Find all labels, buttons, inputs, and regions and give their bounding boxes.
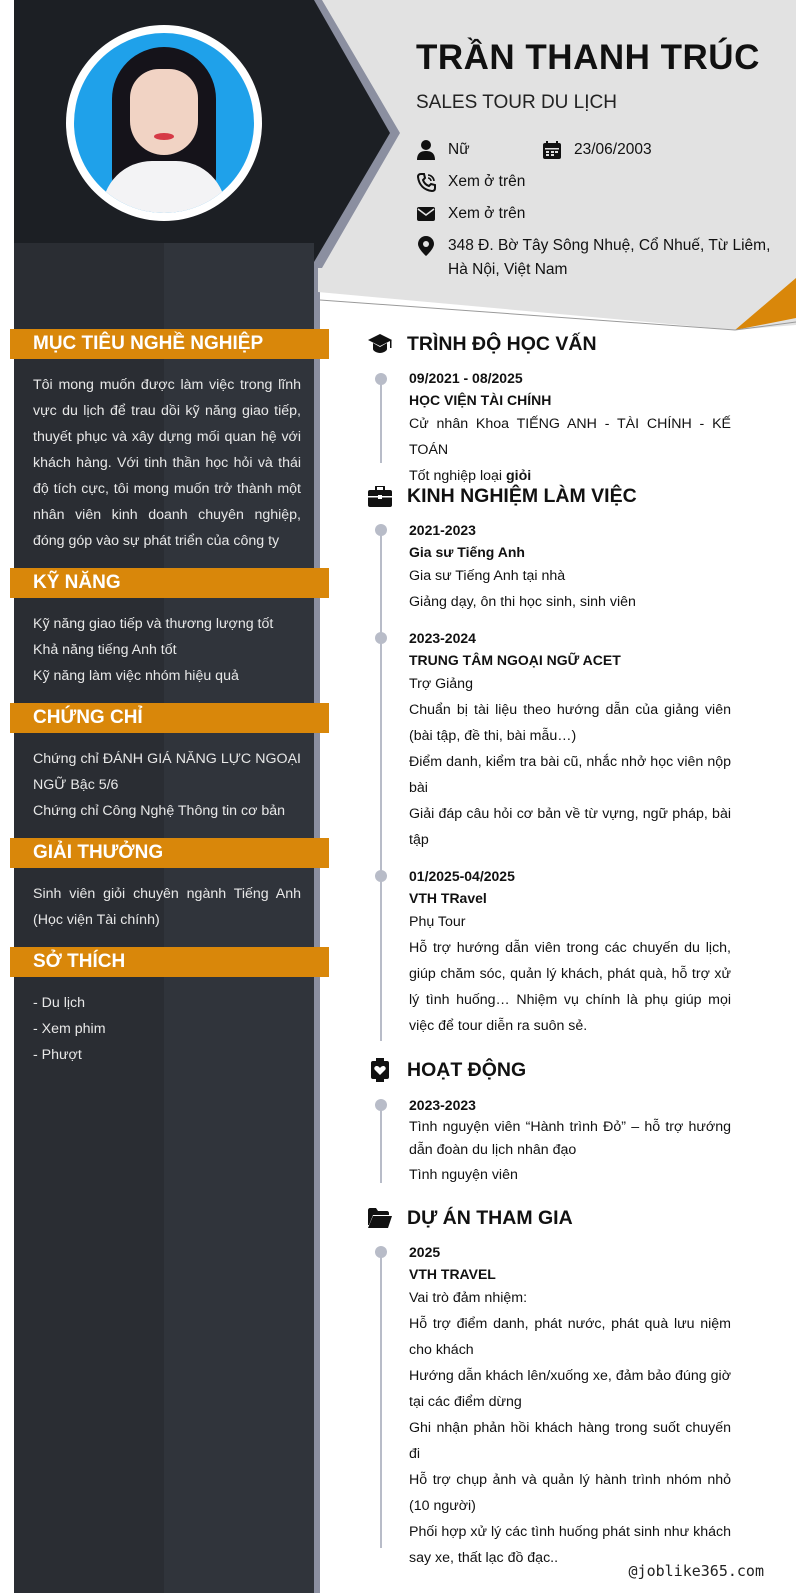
gender-row [416,140,470,160]
entry-line: Cử nhân Khoa TIẾNG ANH - TÀI CHÍNH - KẾ TOÁN [409,416,731,458]
location-pin-icon [416,236,436,256]
education-entry [409,367,731,489]
footer-watermark: @joblike365.com [628,1562,764,1580]
grade-prefix: Tốt nghiệp loại [409,468,507,484]
entry-org: VTH TRavel [409,890,487,906]
entry-line: Giảng dạy, ôn thi học sinh, sinh viên [409,594,636,610]
entry-line: Tình nguyện viên [409,1167,518,1183]
entry-date: 01/2025-04/2025 [409,868,515,884]
entry-line: Điểm danh, kiểm tra bài cũ, nhắc nhở học viên nộp bài [409,754,731,796]
objective-text: Tôi mong muốn được làm việc trong lĩnh vực du lịch để trau dồi kỹ năng giao tiếp, thuyết phục và xây dựng mối quan hệ với khách hàng. Với tinh thần học hỏi và thái độ tích cực, tôi mong muốn trở thành một nhân viên kinh doanh chuyên nghiệp, đóng góp vào sự phát triển của công ty [33,377,301,549]
grade-value: giỏi [506,468,532,484]
timeline-dot [375,870,387,882]
phone-icon [416,172,436,192]
skills-list [33,611,301,689]
entry-line: Giải đáp câu hỏi cơ bản về từ vựng, ngữ pháp, bài tập [409,806,731,848]
entry-line: Chuẩn bị tài liệu theo hướng dẫn của giảng viên (bài tập, đề thi, bài mẫu…) [409,702,731,744]
graduation-cap-icon [368,332,392,356]
entry-date: 2021-2023 [409,522,476,538]
briefcase-icon [368,484,392,508]
timeline-dot [375,1246,387,1258]
education-heading [368,332,597,356]
left-divider-strip [314,264,320,1593]
experience-entry [409,865,731,1039]
avatar [66,25,262,221]
entry-org: TRUNG TÂM NGOẠI NGỮ ACET [409,652,621,668]
activity-entry [409,1094,731,1188]
entry-org: Gia sư Tiếng Anh [409,544,525,560]
birthdate-value: 23/06/2003 [574,141,652,158]
experience-entry [409,627,731,853]
profile-photo [74,33,254,213]
certificates-list [33,746,301,824]
award-item: Sinh viên giỏi chuyên ngành Tiếng Anh (Học viện Tài chính) [33,886,301,928]
entry-line: Hỗ trợ hướng dẫn viên trong các chuyến du lịch, giúp chăm sóc, quản lý khách, phát quà, hỗ trợ xử lý tình huống… Nhiệm vụ chính là phụ giúp mọi việc để tour diễn ra suôn sẻ. [409,940,731,1034]
objective-heading: MỤC TIÊU NGHỀ NGHIỆP [10,329,329,359]
awards-heading: GIẢI THƯỞNG [10,838,329,868]
timeline-dot [375,632,387,644]
entry-date: 2023-2024 [409,630,476,646]
certificate-item: Chứng chỉ Công Nghệ Thông tin cơ bản [33,803,286,819]
awards-list [33,881,301,933]
birthdate-row [542,140,652,160]
entry-org: VTH TRAVEL [409,1266,496,1282]
folder-open-icon [368,1206,392,1230]
hobbies-heading: SỞ THÍCH [10,947,329,977]
entry-date: 2025 [409,1244,441,1260]
job-title: SALES TOUR DU LỊCH [416,92,617,113]
experience-heading [368,484,637,508]
entry-line: Vai trò đảm nhiệm: [409,1290,528,1306]
experience-timeline [380,529,382,1041]
entry-date: 2023-2023 [409,1097,476,1113]
projects-timeline [380,1250,382,1548]
hobby-item: - Du lịch [33,995,86,1011]
phone-row [416,172,525,192]
timeline-dot [375,373,387,385]
email-row [416,204,525,224]
hobbies-list [33,990,301,1068]
candidate-name: TRẦN THANH TRÚC [416,38,760,77]
skill-item: Kỹ năng giao tiếp và thương lượng tốt [33,616,274,632]
heart-badge-icon [368,1058,392,1082]
education-title: TRÌNH ĐỘ HỌC VẤN [407,332,597,355]
address-row [416,234,776,282]
user-icon [416,140,436,160]
projects-heading [368,1206,573,1230]
project-entry [409,1241,731,1571]
certificate-item: Chứng chỉ ĐÁNH GIÁ NĂNG LỰC NGOẠI NGỮ Bậc 5/6 [33,751,301,793]
entry-date: 09/2021 - 08/2025 [409,370,523,386]
email-value: Xem ở trên [448,205,526,222]
phone-value: Xem ở trên [448,173,526,190]
entry-line: Trợ Giảng [409,676,473,692]
entry-line: Tình nguyện viên “Hành trình Đỏ” – hỗ trợ hướng dẫn đoàn du lịch nhân đạo [409,1119,731,1158]
experience-entry [409,519,731,615]
entry-line: Phụ Tour [409,914,466,930]
skill-item: Kỹ năng làm việc nhóm hiệu quả [33,668,239,684]
activities-title: HOẠT ĐỘNG [407,1058,527,1081]
hobby-item: - Xem phim [33,1021,106,1037]
entry-line: Phối hợp xử lý các tình huống phát sinh như khách say xe, thất lạc đồ đạc.. [409,1524,731,1566]
hobby-item: - Phượt [33,1047,82,1063]
certificates-heading: CHỨNG CHỈ [10,703,329,733]
entry-line: Hỗ trợ điểm danh, phát nước, phát quà lưu niệm cho khách [409,1316,731,1358]
gender-value: Nữ [448,141,470,158]
timeline-dot [375,1099,387,1111]
education-timeline [380,377,382,463]
address-value: 348 Đ. Bờ Tây Sông Nhuệ, Cổ Nhuế, Từ Liêm, Hà Nội, Việt Nam [448,237,771,278]
skills-heading: KỸ NĂNG [10,568,329,598]
experience-title: KINH NGHIỆM LÀM VIỆC [407,484,637,507]
skill-item: Khả năng tiếng Anh tốt [33,642,177,658]
entry-org: HỌC VIỆN TÀI CHÍNH [409,392,552,408]
activities-heading [368,1058,526,1082]
projects-title: DỰ ÁN THAM GIA [407,1206,573,1229]
entry-line: Ghi nhận phản hồi khách hàng trong suốt chuyến đi [409,1420,731,1462]
calendar-icon [542,140,562,160]
entry-line: Gia sư Tiếng Anh tại nhà [409,568,566,584]
envelope-icon [416,204,436,224]
entry-line: Hướng dẫn khách lên/xuống xe, đảm bảo đúng giờ tại các điểm dừng [409,1368,731,1410]
entry-line: Hỗ trợ chụp ảnh và quản lý hành trình nhóm nhỏ (10 người) [409,1472,731,1514]
timeline-dot [375,524,387,536]
activities-timeline [380,1103,382,1183]
